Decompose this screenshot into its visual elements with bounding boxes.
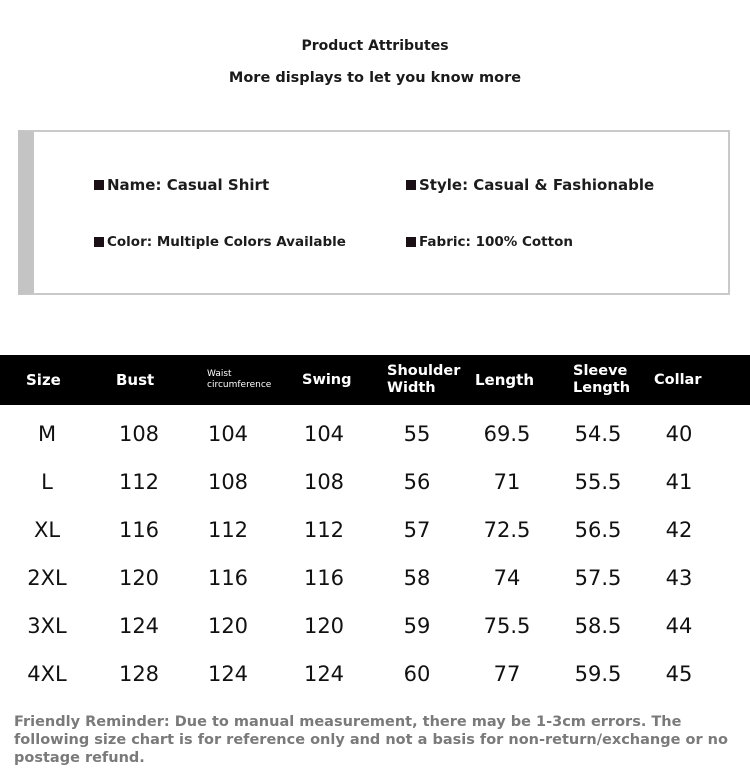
table-row <box>0 554 750 602</box>
cell-swing: 104 <box>303 422 345 446</box>
column-header-sleeve-length: Sleeve Length <box>573 363 631 396</box>
cell-length: 74 <box>493 566 521 590</box>
friendly-reminder: Friendly Reminder: Due to manual measurement, there may be 1-3cm errors. The following size chart is for reference only and not a basis for non-return/exchange or no postage refund. <box>14 714 728 766</box>
table-row <box>0 506 750 554</box>
cell-length: 75.5 <box>483 614 531 638</box>
column-header-swing: Swing <box>302 371 352 388</box>
page-subtitle: More displays to let you know more <box>228 70 522 86</box>
cell-bust: 116 <box>118 518 160 542</box>
table-row <box>0 650 750 698</box>
page-title: Product Attributes <box>301 38 449 54</box>
attribute-fabric <box>406 234 573 250</box>
cell-waist: 104 <box>207 422 249 446</box>
cell-length: 77 <box>493 662 521 686</box>
cell-waist: 108 <box>207 470 249 494</box>
column-header-bust: Bust <box>116 370 155 389</box>
column-header-collar: Collar <box>654 371 702 388</box>
cell-size: 3XL <box>27 614 67 638</box>
cell-sleeve-length: 54.5 <box>574 422 622 446</box>
cell-waist: 112 <box>207 518 249 542</box>
cell-size: 4XL <box>27 662 67 686</box>
cell-waist: 120 <box>207 614 249 638</box>
cell-shoulder-width: 60 <box>403 662 431 686</box>
cell-bust: 128 <box>118 662 160 686</box>
attribute-style-text: Style: Casual & Fashionable <box>419 176 655 194</box>
cell-swing: 116 <box>303 566 345 590</box>
attribute-style <box>406 176 654 194</box>
square-bullet-icon <box>406 237 416 247</box>
cell-size: XL <box>33 518 61 542</box>
cell-collar: 40 <box>665 422 693 446</box>
cell-swing: 124 <box>303 662 345 686</box>
table-row <box>0 410 750 458</box>
cell-collar: 44 <box>665 614 693 638</box>
cell-swing: 112 <box>303 518 345 542</box>
cell-swing: 108 <box>303 470 345 494</box>
column-header-size: Size <box>26 370 61 389</box>
cell-size: M <box>37 422 57 446</box>
cell-shoulder-width: 58 <box>403 566 431 590</box>
cell-size: 2XL <box>27 566 67 590</box>
column-header-length: Length <box>475 370 534 389</box>
cell-length: 71 <box>493 470 521 494</box>
attribute-color <box>94 234 346 250</box>
attribute-fabric-text: Fabric: 100% Cotton <box>419 234 573 250</box>
table-row <box>0 458 750 506</box>
cell-collar: 45 <box>665 662 693 686</box>
cell-sleeve-length: 57.5 <box>574 566 622 590</box>
square-bullet-icon <box>406 180 416 190</box>
square-bullet-icon <box>94 180 104 190</box>
attribute-color-text: Color: Multiple Colors Available <box>107 234 346 250</box>
cell-waist: 116 <box>207 566 249 590</box>
cell-bust: 112 <box>118 470 160 494</box>
cell-sleeve-length: 56.5 <box>574 518 622 542</box>
cell-waist: 124 <box>207 662 249 686</box>
cell-collar: 42 <box>665 518 693 542</box>
cell-shoulder-width: 56 <box>403 470 431 494</box>
cell-length: 69.5 <box>483 422 531 446</box>
attributes-panel <box>18 130 730 295</box>
cell-collar: 41 <box>665 470 693 494</box>
column-header-shoulder-width: Shoulder Width <box>387 363 461 396</box>
table-row <box>0 602 750 650</box>
cell-collar: 43 <box>665 566 693 590</box>
cell-length: 72.5 <box>483 518 531 542</box>
cell-shoulder-width: 55 <box>403 422 431 446</box>
cell-shoulder-width: 57 <box>403 518 431 542</box>
column-header-waist: Waist circumference <box>207 369 272 390</box>
cell-sleeve-length: 55.5 <box>574 470 622 494</box>
attribute-name-text: Name: Casual Shirt <box>107 176 270 194</box>
cell-size: L <box>41 470 53 494</box>
attribute-name <box>94 176 269 194</box>
cell-bust: 124 <box>118 614 160 638</box>
cell-sleeve-length: 59.5 <box>574 662 622 686</box>
square-bullet-icon <box>94 237 104 247</box>
cell-swing: 120 <box>303 614 345 638</box>
cell-shoulder-width: 59 <box>403 614 431 638</box>
cell-bust: 120 <box>118 566 160 590</box>
cell-sleeve-length: 58.5 <box>574 614 622 638</box>
size-table-header <box>0 355 750 405</box>
cell-bust: 108 <box>118 422 160 446</box>
